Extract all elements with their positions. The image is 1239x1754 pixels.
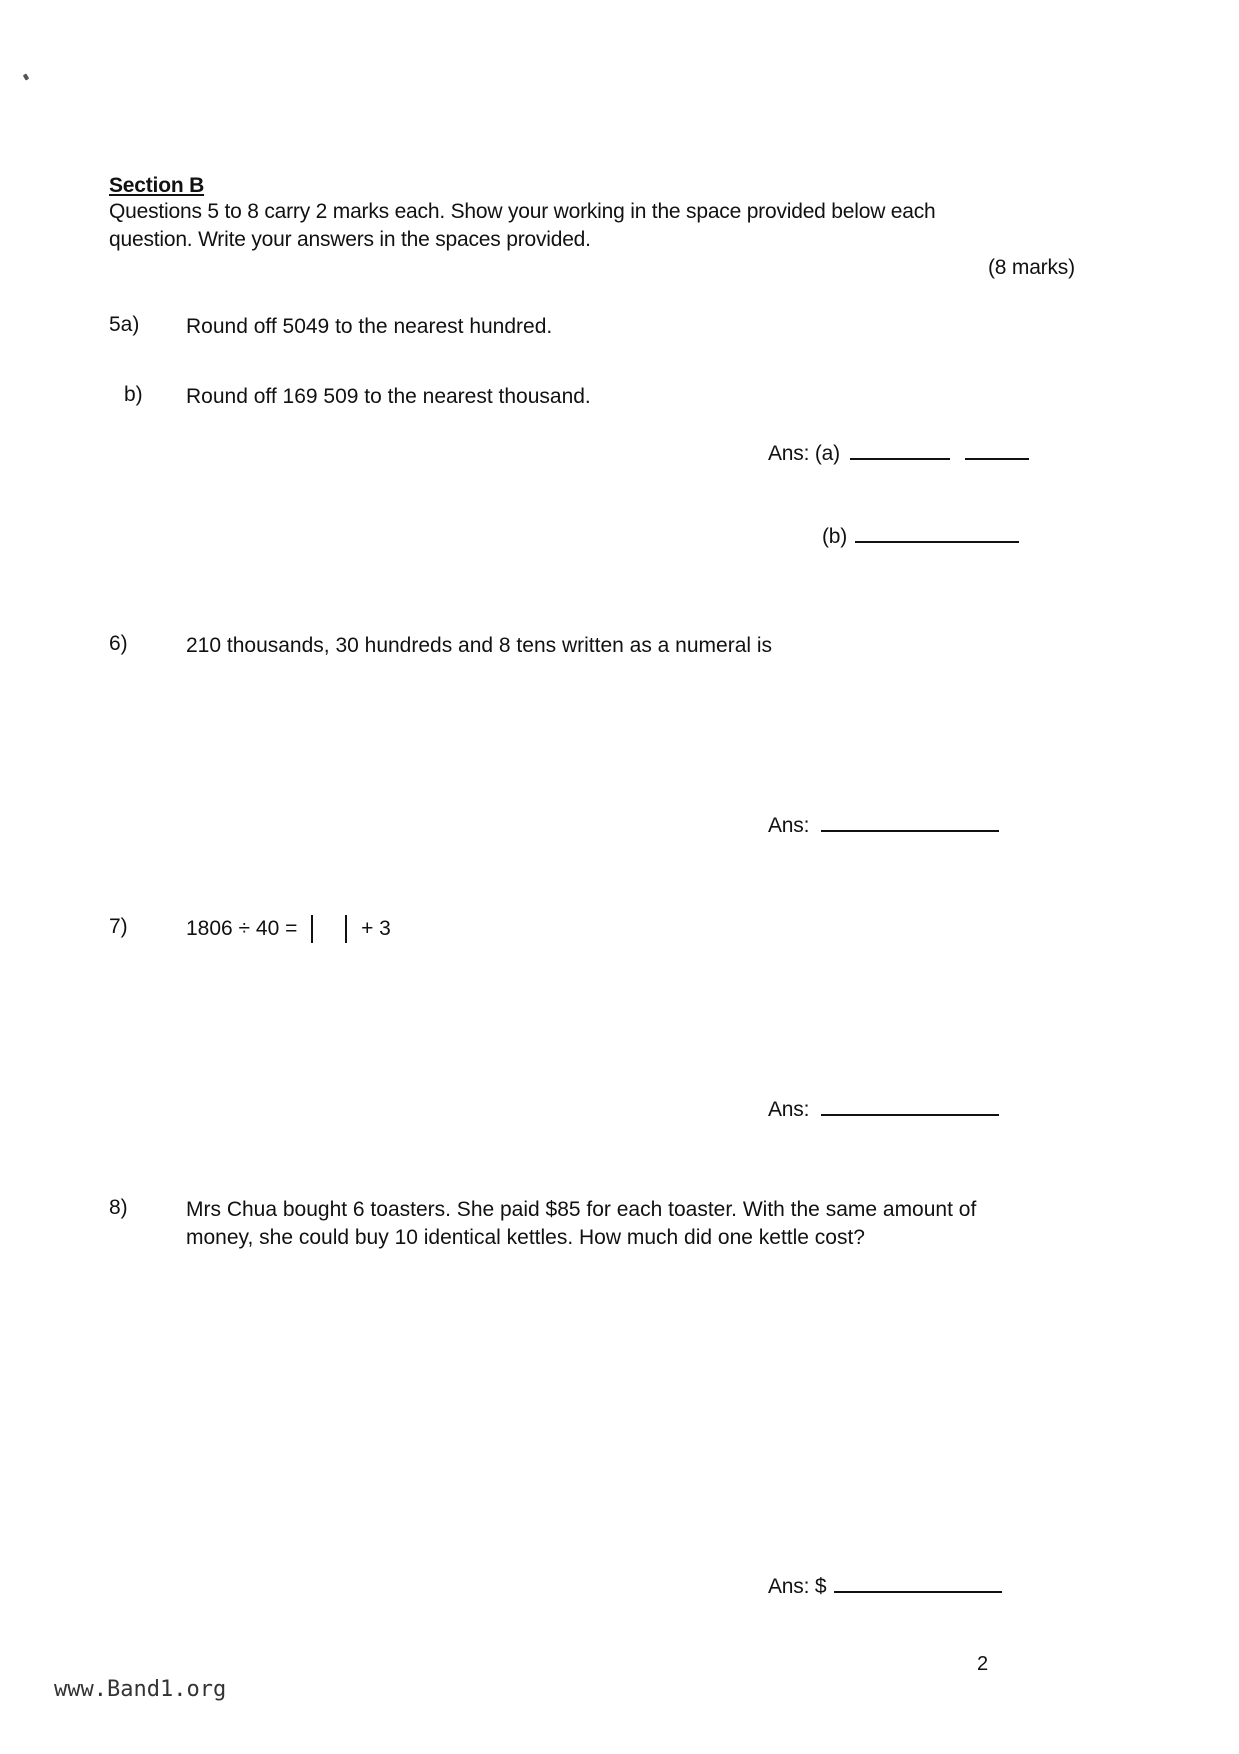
answer-blank-5a-part2[interactable] [965, 456, 1029, 460]
missing-number-box[interactable] [311, 915, 347, 943]
question-text: Round off 5049 to the nearest hundred. [186, 315, 553, 338]
answer-blank-7[interactable] [821, 1112, 999, 1116]
answer-label: (b) [822, 525, 848, 548]
answer-label: Ans: (a) [768, 442, 840, 465]
scan-mark [23, 73, 29, 80]
website-watermark: www.Band1.org [54, 1677, 227, 1702]
total-marks: (8 marks) [988, 256, 1075, 279]
answer-label: Ans: $ [768, 1575, 827, 1598]
answer-8 [768, 1573, 1002, 1601]
question-text-line2: money, she could buy 10 identical kettles. How much did one kettle cost? [186, 1226, 865, 1249]
question-number: 5a) [109, 313, 140, 336]
question-number: 7) [109, 915, 128, 938]
section-instructions-line2: question. Write your answers in the spaces provided. [109, 228, 591, 251]
question-expression [186, 915, 391, 943]
expression-left: 1806 ÷ 40 = [186, 917, 298, 940]
question-text: Round off 169 509 to the nearest thousand. [186, 385, 591, 408]
answer-blank-5b[interactable] [855, 539, 1019, 543]
answer-7 [768, 1096, 999, 1124]
question-text-line1: Mrs Chua bought 6 toasters. She paid $85 for each toaster. With the same amount of [186, 1198, 977, 1221]
answer-5a [768, 440, 1029, 468]
expression-right: + 3 [361, 917, 391, 940]
answer-label: Ans: [768, 814, 810, 837]
question-number: b) [124, 383, 143, 406]
answer-blank-6[interactable] [821, 828, 999, 832]
answer-blank-8[interactable] [834, 1589, 1002, 1593]
answer-blank-5a-part1[interactable] [850, 456, 950, 460]
question-number: 8) [109, 1196, 128, 1219]
answer-label: Ans: [768, 1098, 810, 1121]
box-left-edge [311, 915, 313, 943]
question-text: 210 thousands, 30 hundreds and 8 tens written as a numeral is [186, 634, 773, 657]
box-right-edge [345, 915, 347, 943]
section-instructions-line1: Questions 5 to 8 carry 2 marks each. Show your working in the space provided below each [109, 200, 936, 223]
answer-6 [768, 812, 999, 840]
answer-5b [822, 523, 1019, 551]
question-number: 6) [109, 632, 128, 655]
section-title: Section B [109, 174, 205, 197]
page-number: 2 [977, 1653, 988, 1675]
